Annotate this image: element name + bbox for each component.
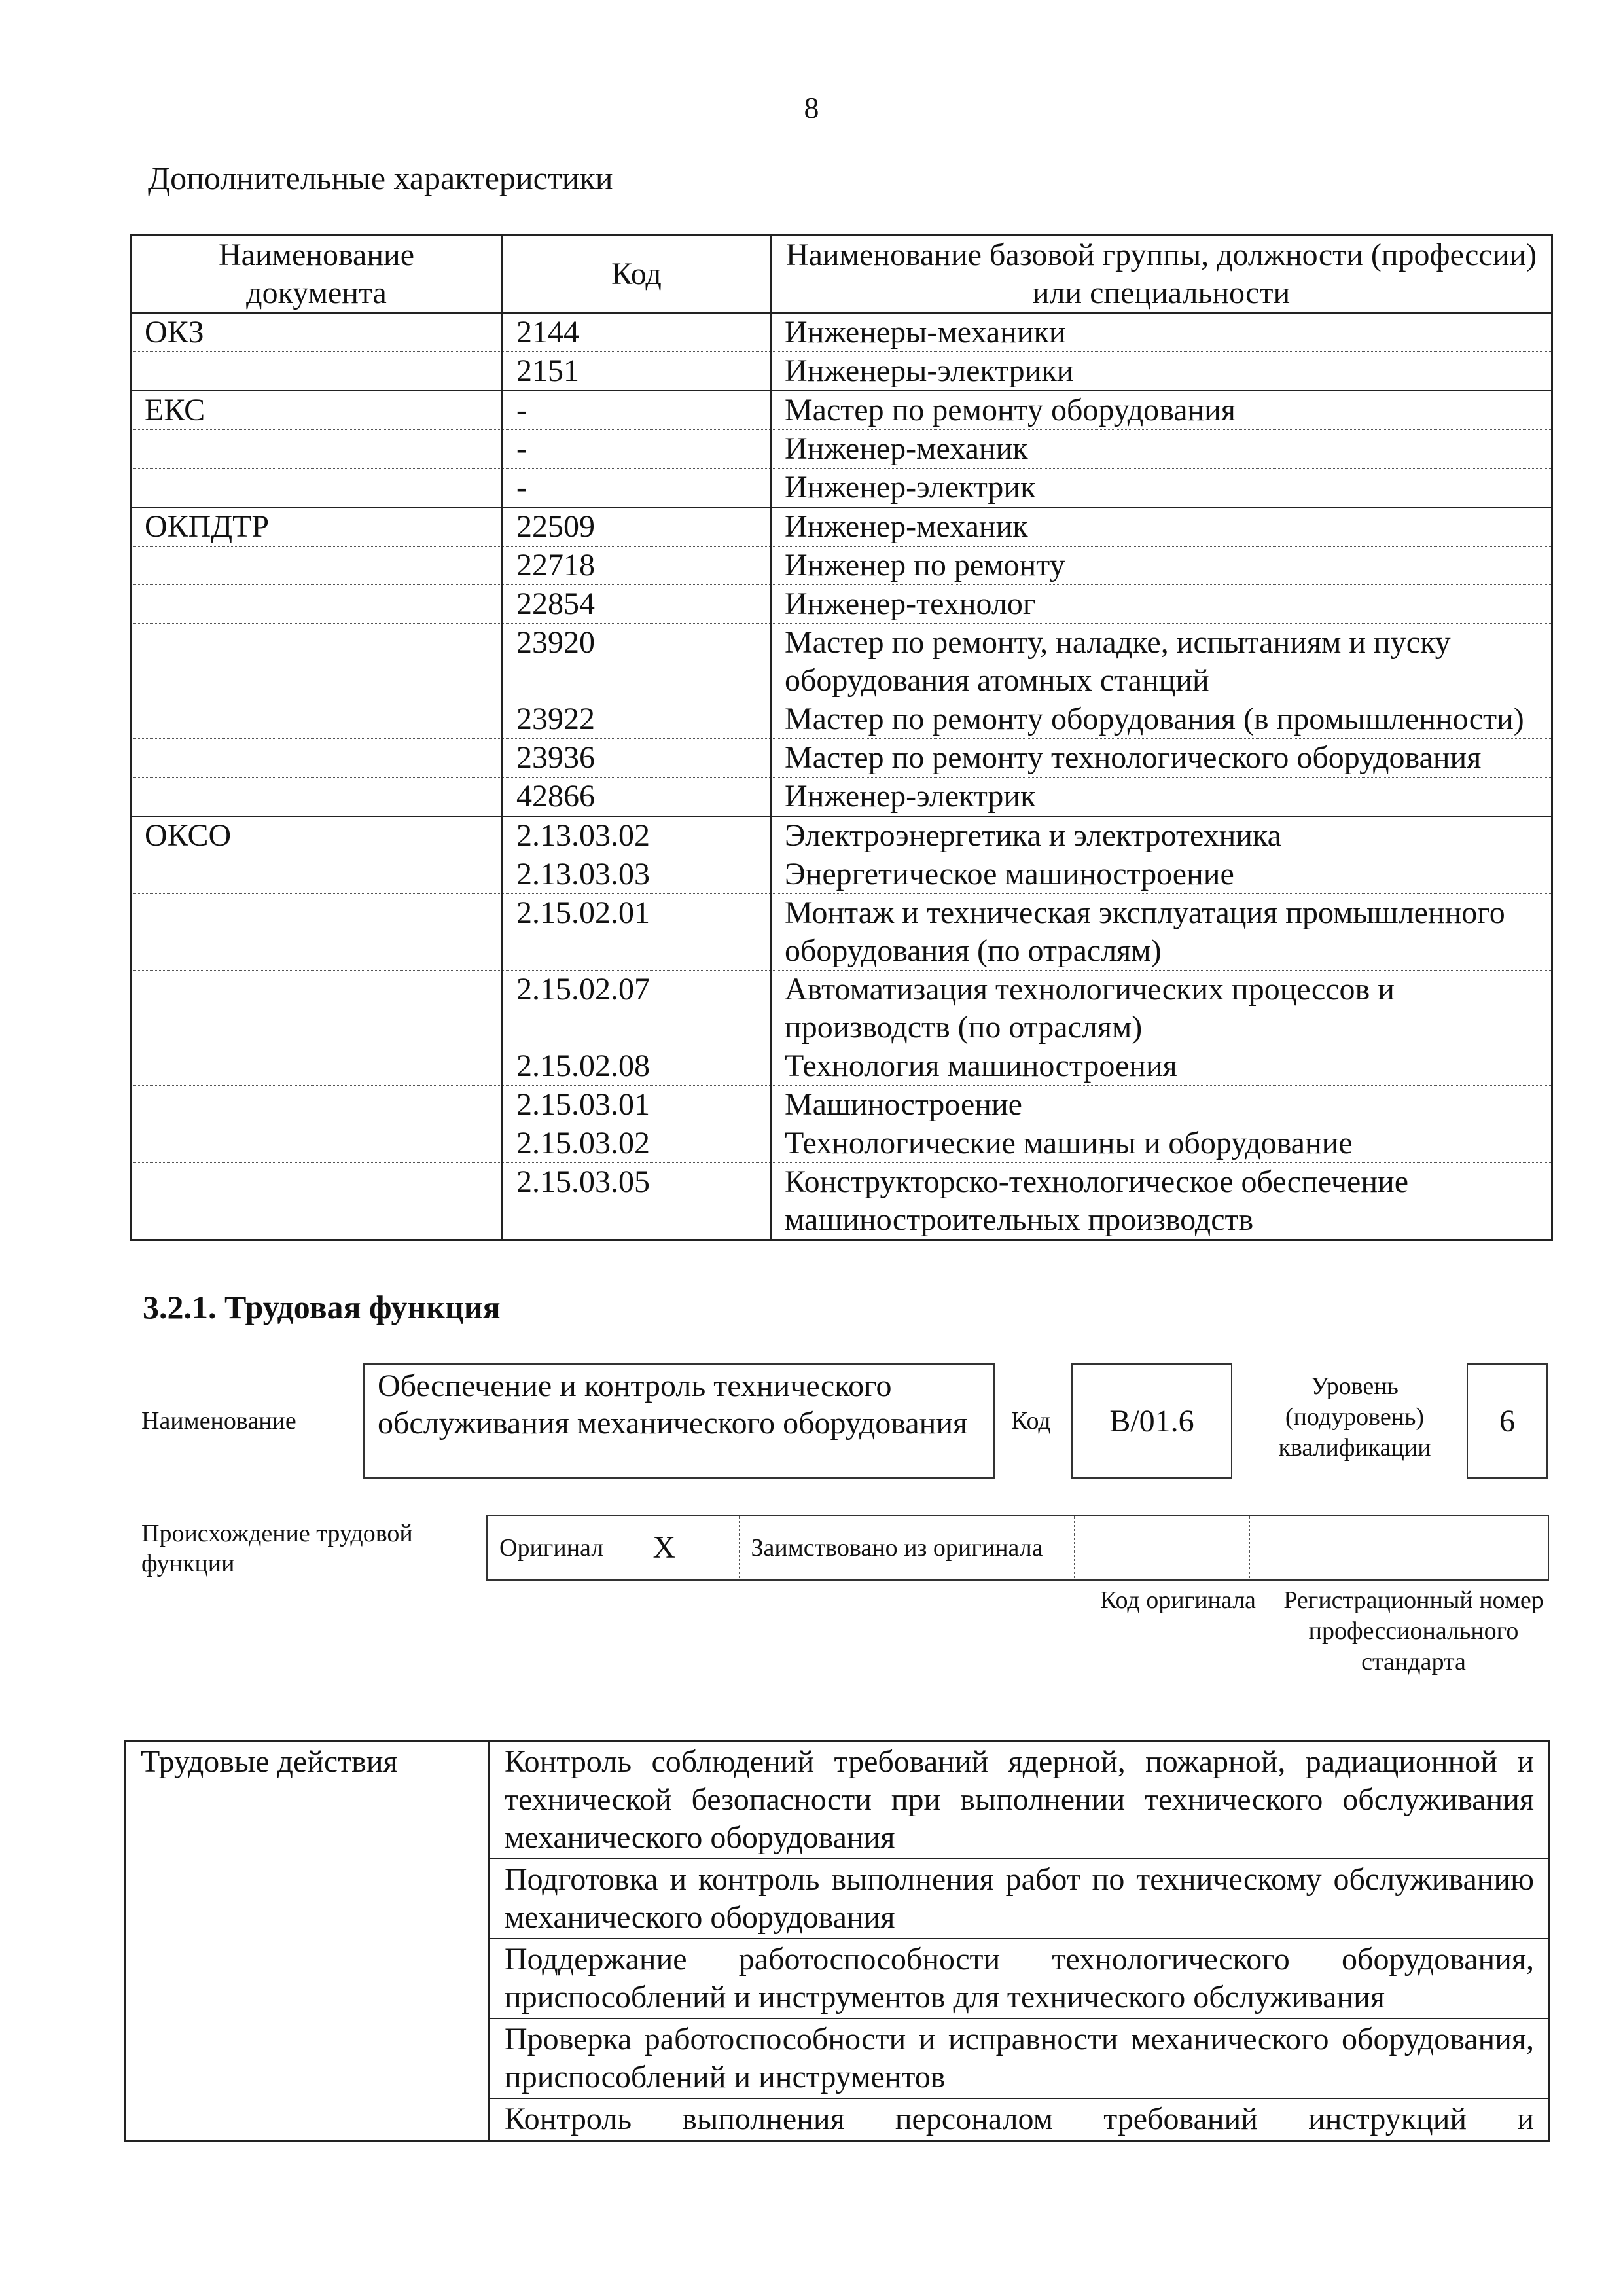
cell-code: 2144 bbox=[503, 313, 771, 352]
cell-name: Энергетическое машиностроение bbox=[771, 855, 1552, 894]
cell-name: Машиностроение bbox=[771, 1086, 1552, 1124]
cell-name: Мастер по ремонту оборудования (в промышленности) bbox=[771, 700, 1552, 739]
cell-doc bbox=[131, 1086, 503, 1124]
cell-name: Инженер-механик bbox=[771, 430, 1552, 469]
original-code-caption: Код оригинала bbox=[1100, 1587, 1256, 1614]
original-label: Оригинал bbox=[487, 1516, 641, 1580]
table-row bbox=[131, 624, 1552, 700]
header-doc: Наименование документа bbox=[131, 236, 503, 314]
table-row bbox=[131, 739, 1552, 778]
level-box: 6 bbox=[1467, 1363, 1548, 1479]
cell-doc: ЕКС bbox=[131, 391, 503, 430]
code-label: Код bbox=[1011, 1407, 1051, 1435]
cell-name: Мастер по ремонту, наладке, испытаниям и пуску оборудования атомных станций bbox=[771, 624, 1552, 700]
cell-doc bbox=[131, 1047, 503, 1086]
table-row bbox=[131, 430, 1552, 469]
cell-code: 2.15.02.08 bbox=[503, 1047, 771, 1086]
table-row bbox=[131, 585, 1552, 624]
cell-doc bbox=[131, 547, 503, 585]
cell-code: 22854 bbox=[503, 585, 771, 624]
cell-code: 23936 bbox=[503, 739, 771, 778]
cell-code: 23920 bbox=[503, 624, 771, 700]
table-row bbox=[131, 700, 1552, 739]
level-label: Уровень (подуровень) квалификации bbox=[1278, 1372, 1431, 1462]
cell-doc bbox=[131, 624, 503, 700]
function-name-box: Обеспечение и контроль технического обслуживания механического оборудования bbox=[363, 1363, 995, 1479]
cell-doc bbox=[131, 585, 503, 624]
labor-actions-label: Трудовые действия bbox=[126, 1741, 490, 2141]
table-row bbox=[131, 547, 1552, 585]
labor-actions-body bbox=[126, 1741, 1550, 2141]
original-mark: X bbox=[641, 1516, 739, 1580]
labor-actions-table bbox=[124, 1740, 1550, 2142]
cell-code: 2.13.03.02 bbox=[503, 816, 771, 855]
cell-name: Электроэнергетика и электротехника bbox=[771, 816, 1552, 855]
labor-action-item: Проверка работоспособности и исправности механического оборудования, приспособлений и инструментов bbox=[490, 2018, 1550, 2098]
cell-code: 2.15.03.02 bbox=[503, 1124, 771, 1163]
cell-name: Инженер-электрик bbox=[771, 778, 1552, 817]
table-row bbox=[131, 1124, 1552, 1163]
characteristics-table bbox=[130, 234, 1553, 1241]
cell-doc bbox=[131, 739, 503, 778]
section-title: Дополнительные характеристики bbox=[148, 160, 613, 196]
page-number: 8 bbox=[804, 91, 819, 124]
table-row bbox=[131, 1047, 1552, 1086]
cell-name: Инженеры-механики bbox=[771, 313, 1552, 352]
table-row bbox=[131, 507, 1552, 547]
cell-doc bbox=[131, 1124, 503, 1163]
cell-code: - bbox=[503, 391, 771, 430]
table-row bbox=[131, 1086, 1552, 1124]
labor-action-row bbox=[126, 1741, 1550, 1859]
reg-number-cell bbox=[1249, 1516, 1548, 1580]
header-code: Код bbox=[503, 236, 771, 314]
cell-code: 23922 bbox=[503, 700, 771, 739]
cell-name: Технологические машины и оборудование bbox=[771, 1124, 1552, 1163]
cell-name: Автоматизация технологических процессов и производств (по отраслям) bbox=[771, 971, 1552, 1047]
function-code-box: B/01.6 bbox=[1071, 1363, 1232, 1479]
cell-code: 22509 bbox=[503, 507, 771, 547]
labor-action-item: Контроль соблюдений требований ядерной, пожарной, радиационной и технической безопасности при выполнении технического обслуживания механического оборудования bbox=[505, 1744, 1534, 1855]
labor-action-item: Подготовка и контроль выполнения работ по техническому обслуживанию механического оборудования bbox=[490, 1859, 1550, 1939]
header-name: Наименование базовой группы, должности (профессии) или специальности bbox=[771, 236, 1552, 314]
origin-label: Происхождение трудовой функции bbox=[141, 1520, 413, 1577]
table-row bbox=[131, 778, 1552, 817]
cell-doc bbox=[131, 352, 503, 391]
cell-code: - bbox=[503, 430, 771, 469]
cell-doc bbox=[131, 778, 503, 817]
cell-code: 2.15.03.01 bbox=[503, 1086, 771, 1124]
table-row bbox=[131, 971, 1552, 1047]
name-label: Наименование bbox=[141, 1407, 296, 1435]
cell-code: 42866 bbox=[503, 778, 771, 817]
characteristics-body bbox=[131, 313, 1552, 1240]
cell-doc bbox=[131, 894, 503, 971]
origin-table bbox=[486, 1515, 1549, 1581]
cell-name: Мастер по ремонту оборудования bbox=[771, 391, 1552, 430]
cell-doc bbox=[131, 1163, 503, 1240]
table-row bbox=[131, 1163, 1552, 1240]
cell-name: Инженер-механик bbox=[771, 507, 1552, 547]
cell-name: Инженер по ремонту bbox=[771, 547, 1552, 585]
cell-name: Монтаж и техническая эксплуатация промышленного оборудования (по отраслям) bbox=[771, 894, 1552, 971]
cell-doc: ОКПДТР bbox=[131, 507, 503, 547]
labor-action-item: Поддержание работоспособности технологического оборудования, приспособлений и инструментов для технического обслуживания bbox=[490, 1939, 1550, 2018]
original-code-cell bbox=[1074, 1516, 1249, 1580]
cell-code: 2151 bbox=[503, 352, 771, 391]
cell-doc bbox=[131, 855, 503, 894]
cell-name: Конструкторско-технологическое обеспечение машиностроительных производств bbox=[771, 1163, 1552, 1240]
cell-code: 22718 bbox=[503, 547, 771, 585]
cell-code: - bbox=[503, 469, 771, 508]
cell-doc: ОКЗ bbox=[131, 313, 503, 352]
cell-name: Мастер по ремонту технологического оборудования bbox=[771, 739, 1552, 778]
table-row bbox=[131, 894, 1552, 971]
cell-name: Инженер-электрик bbox=[771, 469, 1552, 508]
table-row bbox=[131, 313, 1552, 352]
cell-doc bbox=[131, 469, 503, 508]
cell-doc: ОКСО bbox=[131, 816, 503, 855]
borrowed-label: Заимствовано из оригинала bbox=[739, 1516, 1074, 1580]
table-row bbox=[131, 352, 1552, 391]
table-row bbox=[131, 855, 1552, 894]
cell-name: Технология машиностроения bbox=[771, 1047, 1552, 1086]
table-row bbox=[131, 469, 1552, 508]
labor-action-item: Контроль выполнения персоналом требований инструкций и bbox=[490, 2098, 1550, 2141]
cell-code: 2.15.02.07 bbox=[503, 971, 771, 1047]
table-header-row bbox=[131, 236, 1552, 314]
cell-doc bbox=[131, 971, 503, 1047]
cell-doc bbox=[131, 700, 503, 739]
cell-name: Инженеры-электрики bbox=[771, 352, 1552, 391]
cell-doc bbox=[131, 430, 503, 469]
labor-function-heading: 3.2.1. Трудовая функция bbox=[143, 1289, 501, 1325]
reg-number-caption: Регистрационный номер профессионального стандарта bbox=[1283, 1587, 1544, 1676]
cell-code: 2.13.03.03 bbox=[503, 855, 771, 894]
cell-code: 2.15.02.01 bbox=[503, 894, 771, 971]
table-row bbox=[131, 816, 1552, 855]
cell-code: 2.15.03.05 bbox=[503, 1163, 771, 1240]
cell-name: Инженер-технолог bbox=[771, 585, 1552, 624]
table-row bbox=[131, 391, 1552, 430]
